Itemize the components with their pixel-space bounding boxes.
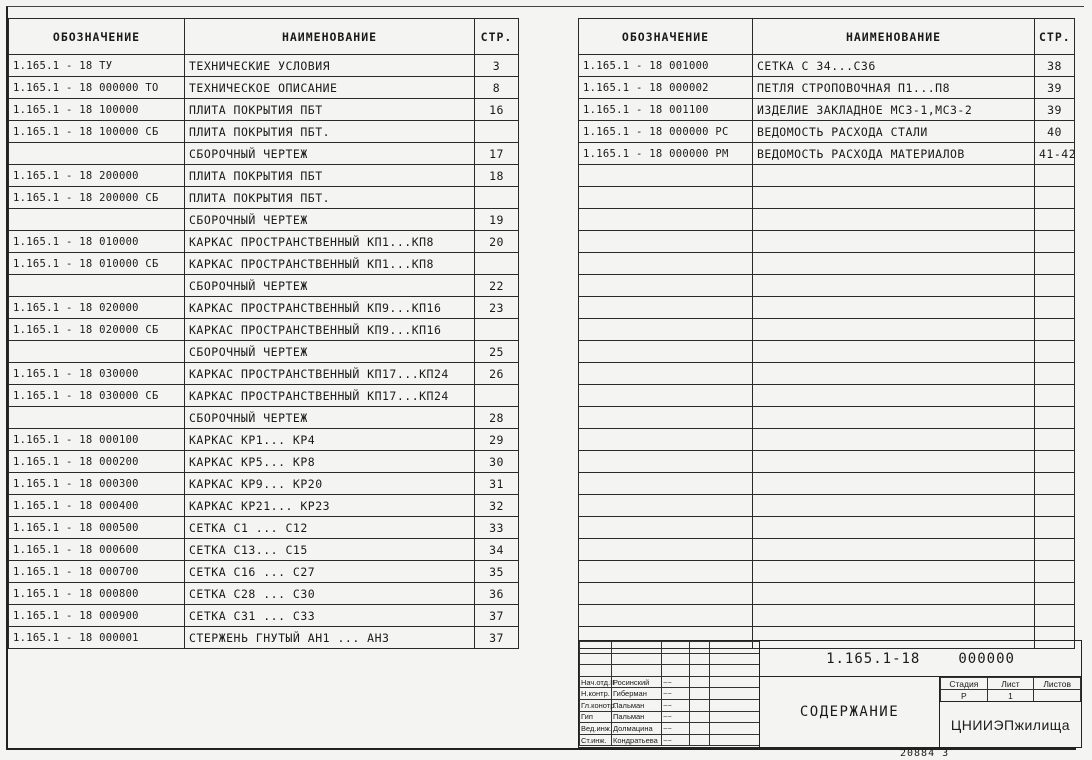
- row-page: 18: [475, 165, 519, 187]
- table-row: [9, 55, 519, 77]
- row-name: СБОРОЧНЫЙ ЧЕРТЕЖ: [185, 275, 475, 297]
- signature-cell: [580, 642, 612, 654]
- row-page: 20: [475, 231, 519, 253]
- table-row: [579, 517, 1075, 539]
- signature-row: [580, 734, 760, 746]
- row-designation: [579, 583, 753, 605]
- row-name: [753, 165, 1035, 187]
- row-designation: 1.165.1 - 18 010000 СБ: [9, 253, 185, 275]
- row-name: [753, 385, 1035, 407]
- stage-label: Стадия: [941, 678, 988, 690]
- table-row: [579, 121, 1075, 143]
- row-designation: 1.165.1 - 18 000001: [9, 627, 185, 649]
- row-page: 39: [1035, 77, 1075, 99]
- row-designation: 1.165.1 - 18 200000 СБ: [9, 187, 185, 209]
- table-row: [579, 583, 1075, 605]
- signature-role: Ст.инж.: [580, 734, 612, 746]
- row-page: 36: [475, 583, 519, 605]
- row-designation: 1.165.1 - 18 000100: [9, 429, 185, 451]
- row-designation: 1.165.1 - 18 000300: [9, 473, 185, 495]
- signature-cell: [710, 723, 760, 735]
- header-name: НАИМЕНОВАНИЕ: [753, 19, 1035, 55]
- row-designation: [579, 517, 753, 539]
- row-designation: 1.165.1 - 18 030000: [9, 363, 185, 385]
- table-row: [579, 253, 1075, 275]
- row-name: КАРКАС ПРОСТРАНСТВЕННЫЙ КП17...КП24: [185, 363, 475, 385]
- row-name: [753, 363, 1035, 385]
- handwritten-signature: ~~: [662, 711, 690, 723]
- signature-cell: [690, 653, 710, 665]
- sheet-title: СОДЕРЖАНИЕ: [759, 677, 939, 747]
- signature-cell: [710, 676, 760, 688]
- row-page: [1035, 583, 1075, 605]
- signature-name: Пальман: [612, 711, 662, 723]
- table-row: [9, 165, 519, 187]
- table-row: [9, 385, 519, 407]
- row-designation: [579, 539, 753, 561]
- table-row: [579, 55, 1075, 77]
- table-row: [579, 385, 1075, 407]
- row-designation: [579, 429, 753, 451]
- row-designation: [579, 297, 753, 319]
- header-designation: ОБОЗНАЧЕНИЕ: [579, 19, 753, 55]
- row-name: [753, 451, 1035, 473]
- row-name: ПЛИТА ПОКРЫТИЯ ПБТ.: [185, 187, 475, 209]
- row-name: КАРКАС КР5... КР8: [185, 451, 475, 473]
- signature-cell: [710, 665, 760, 677]
- row-name: [753, 209, 1035, 231]
- signature-cell: [690, 642, 710, 654]
- row-page: 40: [1035, 121, 1075, 143]
- row-page: 35: [475, 561, 519, 583]
- table-row: [9, 473, 519, 495]
- row-page: [1035, 473, 1075, 495]
- row-name: [753, 539, 1035, 561]
- signature-cell: [710, 642, 760, 654]
- signature-row: [580, 699, 760, 711]
- row-designation: 1.165.1 - 18 030000 СБ: [9, 385, 185, 407]
- row-page: 16: [475, 99, 519, 121]
- row-name: КАРКАС КР21... КР23: [185, 495, 475, 517]
- table-row: [9, 143, 519, 165]
- row-page: 34: [475, 539, 519, 561]
- row-designation: 1.165.1 - 18 000000 ТО: [9, 77, 185, 99]
- row-name: [753, 473, 1035, 495]
- row-designation: [579, 253, 753, 275]
- row-name: [753, 429, 1035, 451]
- row-name: ПЛИТА ПОКРЫТИЯ ПБТ: [185, 99, 475, 121]
- row-name: [753, 319, 1035, 341]
- row-designation: [579, 495, 753, 517]
- row-designation: [579, 473, 753, 495]
- row-page: 17: [475, 143, 519, 165]
- row-designation: [579, 363, 753, 385]
- signature-cell: [710, 699, 760, 711]
- document-code: [759, 641, 1081, 677]
- row-page: 32: [475, 495, 519, 517]
- row-designation: 1.165.1 - 18 000400: [9, 495, 185, 517]
- row-designation: 1.165.1 - 18 ТУ: [9, 55, 185, 77]
- row-designation: [9, 143, 185, 165]
- row-name: [753, 407, 1035, 429]
- table-row: [9, 407, 519, 429]
- row-page: [475, 253, 519, 275]
- row-page: [1035, 517, 1075, 539]
- row-page: [1035, 363, 1075, 385]
- row-page: [1035, 253, 1075, 275]
- table-row: [9, 121, 519, 143]
- header-page: СТР.: [475, 19, 519, 55]
- table-row: [9, 561, 519, 583]
- row-designation: [579, 319, 753, 341]
- row-name: КАРКАС КР9... КР20: [185, 473, 475, 495]
- signature-role: Н.контр.: [581, 689, 610, 699]
- table-row: [9, 275, 519, 297]
- row-page: 33: [475, 517, 519, 539]
- signature-cell: [662, 665, 690, 677]
- row-page: [475, 319, 519, 341]
- header-designation: ОБОЗНАЧЕНИЕ: [9, 19, 185, 55]
- row-designation: [579, 451, 753, 473]
- row-page: 37: [475, 605, 519, 627]
- table-row: [579, 99, 1075, 121]
- contents-table-left: [8, 18, 519, 649]
- row-name: КАРКАС ПРОСТРАНСТВЕННЫЙ КП1...КП8: [185, 253, 475, 275]
- row-designation: 1.165.1 - 18 000600: [9, 539, 185, 561]
- table-row: [9, 451, 519, 473]
- table-row: [579, 407, 1075, 429]
- row-designation: 1.165.1 - 18 000200: [9, 451, 185, 473]
- table-row: [9, 319, 519, 341]
- table-row: [9, 605, 519, 627]
- row-designation: 1.165.1 - 18 000500: [9, 517, 185, 539]
- table-row: [579, 187, 1075, 209]
- row-designation: 1.165.1 - 18 001000: [579, 55, 753, 77]
- row-page: [1035, 561, 1075, 583]
- row-name: ВЕДОМОСТЬ РАСХОДА СТАЛИ: [753, 121, 1035, 143]
- table-row: [579, 165, 1075, 187]
- row-designation: 1.165.1 - 18 010000: [9, 231, 185, 253]
- row-page: [1035, 297, 1075, 319]
- row-page: 38: [1035, 55, 1075, 77]
- signature-cell: [662, 642, 690, 654]
- row-page: [1035, 539, 1075, 561]
- table-row: [579, 429, 1075, 451]
- handwritten-signature: ~~: [662, 676, 690, 688]
- sheets-value: [1034, 690, 1081, 702]
- table-row: [579, 77, 1075, 99]
- signature-name: Кондратьева: [612, 734, 662, 746]
- row-page: 8: [475, 77, 519, 99]
- table-row: [579, 605, 1075, 627]
- table-row: [9, 77, 519, 99]
- table-row: [9, 539, 519, 561]
- signature-cell: [690, 723, 710, 735]
- row-name: СТЕРЖЕНЬ ГНУТЫЙ АН1 ... АН3: [185, 627, 475, 649]
- row-name: КАРКАС КР1... КР4: [185, 429, 475, 451]
- doc-number: 000000: [958, 650, 1015, 667]
- row-name: [753, 275, 1035, 297]
- row-designation: 1.165.1 - 18 100000: [9, 99, 185, 121]
- signature-cell: [662, 653, 690, 665]
- row-page: [1035, 319, 1075, 341]
- row-name: [753, 561, 1035, 583]
- row-designation: 1.165.1 - 18 020000 СБ: [9, 319, 185, 341]
- signature-row: [580, 676, 760, 688]
- row-name: [753, 517, 1035, 539]
- row-page: 19: [475, 209, 519, 231]
- table-header-row: [579, 19, 1075, 55]
- table-row: [579, 143, 1075, 165]
- handwritten-signature: ~~: [662, 688, 690, 700]
- signature-cell: [710, 688, 760, 700]
- row-designation: [579, 407, 753, 429]
- stage-sheet-block: [939, 677, 1081, 747]
- signature-cell: [612, 665, 662, 677]
- row-name: ВЕДОМОСТЬ РАСХОДА МАТЕРИАЛОВ: [753, 143, 1035, 165]
- signature-cell: [690, 734, 710, 746]
- sheets-label: Листов: [1034, 678, 1081, 690]
- row-name: ТЕХНИЧЕСКИЕ УСЛОВИЯ: [185, 55, 475, 77]
- row-designation: [579, 165, 753, 187]
- signature-cell: [710, 711, 760, 723]
- row-designation: 1.165.1 - 18 100000 СБ: [9, 121, 185, 143]
- signature-row: [580, 653, 760, 665]
- signature-name: Долмацина: [612, 723, 662, 735]
- signature-cell: [612, 642, 662, 654]
- table-row: [9, 429, 519, 451]
- row-name: СЕТКА С13... С15: [185, 539, 475, 561]
- table-row: [579, 231, 1075, 253]
- table-row: [579, 539, 1075, 561]
- signature-cell: [690, 699, 710, 711]
- table-row: [9, 231, 519, 253]
- table-row: [579, 473, 1075, 495]
- handwritten-signature: ~~: [662, 699, 690, 711]
- table-row: [579, 363, 1075, 385]
- row-page: 26: [475, 363, 519, 385]
- header-page: СТР.: [1035, 19, 1075, 55]
- row-name: СБОРОЧНЫЙ ЧЕРТЕЖ: [185, 143, 475, 165]
- signature-cell: [690, 688, 710, 700]
- row-page: [475, 121, 519, 143]
- row-designation: [579, 385, 753, 407]
- row-designation: [579, 187, 753, 209]
- handwritten-signature: ~~: [662, 734, 690, 746]
- table-row: [579, 297, 1075, 319]
- contents-table-right: [578, 18, 1075, 649]
- row-designation: 1.165.1 - 18 000000 РМ: [579, 143, 753, 165]
- signature-cell: [710, 653, 760, 665]
- table-row: [9, 341, 519, 363]
- row-page: [1035, 231, 1075, 253]
- signature-row: [580, 642, 760, 654]
- row-name: [753, 341, 1035, 363]
- row-page: 23: [475, 297, 519, 319]
- row-page: 30: [475, 451, 519, 473]
- row-designation: [9, 275, 185, 297]
- row-page: [1035, 341, 1075, 363]
- signature-name: Пальман: [612, 699, 662, 711]
- row-page: 39: [1035, 99, 1075, 121]
- signature-row: [580, 688, 760, 700]
- row-designation: 1.165.1 - 18 000000 РС: [579, 121, 753, 143]
- table-row: [579, 341, 1075, 363]
- row-name: СЕТКА С 34...С36: [753, 55, 1035, 77]
- row-designation: 1.165.1 - 18 000700: [9, 561, 185, 583]
- row-designation: [9, 209, 185, 231]
- signature-row: [580, 723, 760, 735]
- row-name: КАРКАС ПРОСТРАНСТВЕННЫЙ КП1...КП8: [185, 231, 475, 253]
- row-name: СЕТКА С16 ... С27: [185, 561, 475, 583]
- row-page: [1035, 429, 1075, 451]
- row-designation: [579, 561, 753, 583]
- row-designation: [579, 341, 753, 363]
- row-name: ПЕТЛЯ СТРОПОВОЧНАЯ П1...П8: [753, 77, 1035, 99]
- row-page: 25: [475, 341, 519, 363]
- row-name: СБОРОЧНЫЙ ЧЕРТЕЖ: [185, 407, 475, 429]
- signature-name: Росинский: [612, 676, 662, 688]
- sheet-value: 1: [987, 690, 1034, 702]
- table-row: [9, 495, 519, 517]
- row-page: [1035, 407, 1075, 429]
- row-designation: 1.165.1 - 18 000800: [9, 583, 185, 605]
- title-block: [578, 640, 1082, 748]
- signature-cell: [690, 676, 710, 688]
- row-name: [753, 187, 1035, 209]
- row-page: [1035, 165, 1075, 187]
- sheet-label: Лист: [987, 678, 1034, 690]
- signature-role: Нач.отд.II: [581, 677, 615, 687]
- row-designation: [579, 605, 753, 627]
- row-designation: [579, 209, 753, 231]
- signature-cell: [690, 665, 710, 677]
- row-designation: [9, 407, 185, 429]
- signature-name: Гиберман: [612, 688, 662, 700]
- row-name: [753, 605, 1035, 627]
- row-name: КАРКАС ПРОСТРАНСТВЕННЫЙ КП17...КП24: [185, 385, 475, 407]
- row-designation: 1.165.1 - 18 200000: [9, 165, 185, 187]
- table-row: [9, 363, 519, 385]
- row-page: [1035, 451, 1075, 473]
- doc-series: 1.165.1-18: [826, 650, 921, 667]
- signature-role: Гип: [580, 711, 612, 723]
- table-row: [9, 99, 519, 121]
- row-page: 22: [475, 275, 519, 297]
- table-row: [9, 253, 519, 275]
- row-name: СЕТКА С28 ... С30: [185, 583, 475, 605]
- signature-cell: [690, 711, 710, 723]
- table-row: [9, 517, 519, 539]
- row-name: СБОРОЧНЫЙ ЧЕРТЕЖ: [185, 341, 475, 363]
- row-name: [753, 297, 1035, 319]
- row-name: ИЗДЕЛИЕ ЗАКЛАДНОЕ МС3-1,МС3-2: [753, 99, 1035, 121]
- row-name: ПЛИТА ПОКРЫТИЯ ПБТ: [185, 165, 475, 187]
- row-page: [475, 187, 519, 209]
- row-designation: 1.165.1 - 18 000900: [9, 605, 185, 627]
- row-name: КАРКАС ПРОСТРАНСТВЕННЫЙ КП9...КП16: [185, 297, 475, 319]
- row-page: 3: [475, 55, 519, 77]
- row-page: 41-42: [1035, 143, 1075, 165]
- table-row: [579, 319, 1075, 341]
- row-designation: 1.165.1 - 18 020000: [9, 297, 185, 319]
- signature-role: Гл.конотр.: [581, 700, 617, 710]
- organization: ЦНИИЭПжилища: [940, 701, 1081, 748]
- table-row: [9, 627, 519, 649]
- signature-cell: [612, 653, 662, 665]
- row-page: [1035, 275, 1075, 297]
- handwritten-signature: ~~: [662, 723, 690, 735]
- table-row: [9, 297, 519, 319]
- header-name: НАИМЕНОВАНИЕ: [185, 19, 475, 55]
- row-name: КАРКАС ПРОСТРАНСТВЕННЫЙ КП9...КП16: [185, 319, 475, 341]
- row-name: СБОРОЧНЫЙ ЧЕРТЕЖ: [185, 209, 475, 231]
- row-name: [753, 231, 1035, 253]
- table-row: [579, 495, 1075, 517]
- row-name: [753, 253, 1035, 275]
- signature-row: [580, 711, 760, 723]
- row-page: 28: [475, 407, 519, 429]
- row-page: 31: [475, 473, 519, 495]
- row-page: 29: [475, 429, 519, 451]
- row-name: СЕТКА С1 ... С12: [185, 517, 475, 539]
- table-row: [9, 187, 519, 209]
- row-name: [753, 583, 1035, 605]
- signature-role: Вед.инж.: [581, 723, 612, 733]
- row-page: 37: [475, 627, 519, 649]
- row-name: ТЕХНИЧЕСКОЕ ОПИСАНИЕ: [185, 77, 475, 99]
- table-header-row: [9, 19, 519, 55]
- table-row: [579, 209, 1075, 231]
- table-row: [579, 451, 1075, 473]
- row-page: [475, 385, 519, 407]
- table-row: [9, 209, 519, 231]
- stage-value: Р: [941, 690, 988, 702]
- row-designation: [9, 341, 185, 363]
- signature-cell: [580, 653, 612, 665]
- row-page: [1035, 605, 1075, 627]
- table-row: [9, 583, 519, 605]
- row-designation: 1.165.1 - 18 000002: [579, 77, 753, 99]
- footer-stamp: 20884 3: [900, 748, 950, 759]
- signature-cell: [580, 665, 612, 677]
- row-designation: [579, 231, 753, 253]
- row-page: [1035, 209, 1075, 231]
- row-designation: 1.165.1 - 18 001100: [579, 99, 753, 121]
- signature-cell: [710, 734, 760, 746]
- row-page: [1035, 187, 1075, 209]
- row-name: [753, 495, 1035, 517]
- row-page: [1035, 495, 1075, 517]
- table-row: [579, 275, 1075, 297]
- row-page: [1035, 385, 1075, 407]
- row-designation: [579, 275, 753, 297]
- row-name: ПЛИТА ПОКРЫТИЯ ПБТ.: [185, 121, 475, 143]
- table-row: [579, 561, 1075, 583]
- signature-row: [580, 665, 760, 677]
- signature-grid: [579, 641, 759, 747]
- row-name: СЕТКА С31 ... С33: [185, 605, 475, 627]
